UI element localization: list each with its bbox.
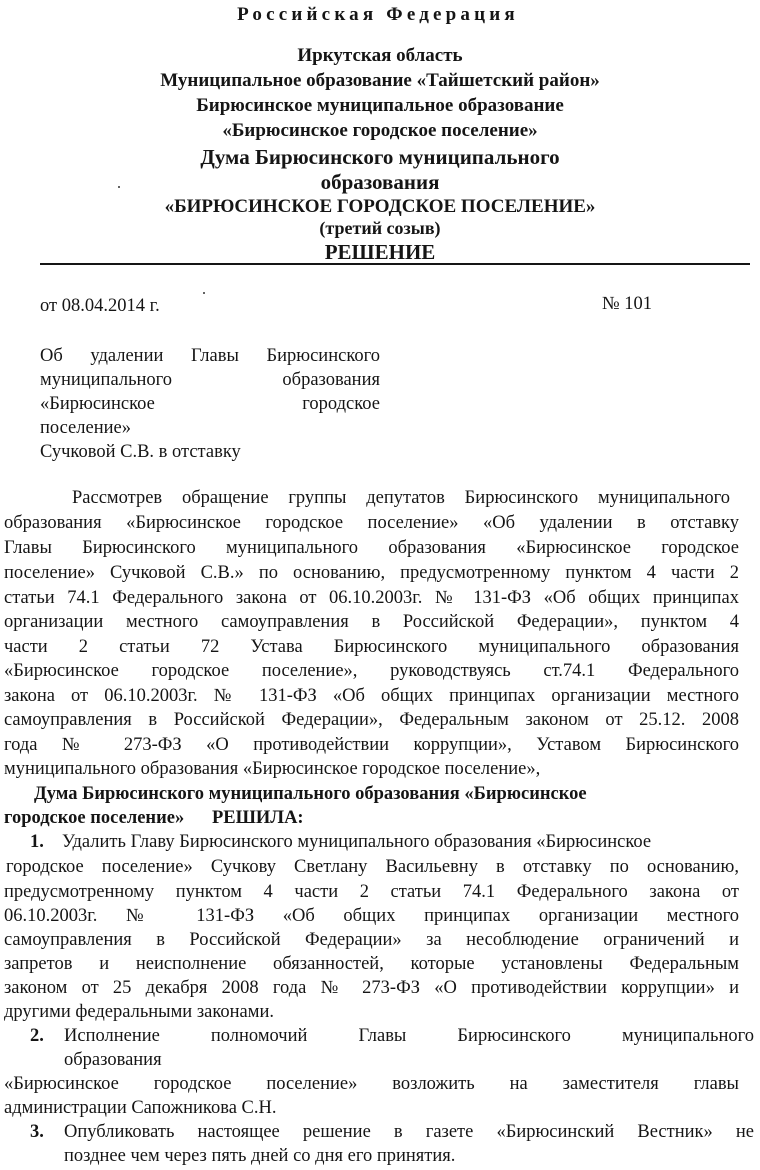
duma-heading-line3: «БИРЮСИНСКОЕ ГОРОДСКОЕ ПОСЕЛЕНИЕ»	[164, 196, 596, 217]
decision-date: от 08.04.2014 г.	[40, 296, 160, 316]
item-line: предусмотренному пунктом 4 части 2 статьи 74.1 Федерального закона от	[4, 882, 739, 902]
subject-line: Об удалении Главы Бирюсинского	[40, 346, 380, 366]
preamble-line: года № 273-ФЗ «О противодействии коррупции», Уставом Бирюсинского	[4, 735, 739, 755]
item-line: Опубликовать настоящее решение в газете «Бирюсинский Вестник» не	[64, 1122, 754, 1142]
subject-line: Сучковой С.В. в отставку	[40, 442, 241, 462]
item-number: 3.	[30, 1122, 44, 1142]
duma-heading-line1: Дума Бирюсинского муниципального	[200, 145, 560, 169]
preamble-line: поселение» Сучковой С.В.» по основанию, предусмотренному пунктом 4 части 2	[4, 563, 739, 583]
item-line: Исполнение полномочий Главы Бирюсинского муниципального	[64, 1026, 754, 1046]
preamble-line: «Бирюсинское городское поселение», руководствуясь ст.74.1 Федерального	[4, 661, 739, 681]
speck	[118, 186, 120, 188]
item-line: «Бирюсинское городское поселение» возложить на заместителя главы	[4, 1074, 739, 1094]
subject-line: муниципального образования	[40, 370, 380, 390]
item-line: администрации Сапожникова С.Н.	[4, 1098, 277, 1118]
resolved-heading-line2: городское поселение» РЕШИЛА:	[4, 808, 304, 828]
subject-line: «Бирюсинское городское	[40, 394, 380, 414]
preamble-line: Главы Бирюсинского муниципального образования «Бирюсинское городское	[4, 538, 739, 558]
preamble-line: самоуправления в Российской Федерации», Федеральным законом от 25.12. 2008	[4, 710, 739, 730]
header-divider	[40, 263, 750, 265]
convocation-label: (третий созыв)	[319, 218, 441, 238]
item-number: 1.	[30, 832, 44, 852]
item-line: позднее чем через пять дней со дня его принятия.	[64, 1146, 456, 1166]
preamble-line: части 2 статьи 72 Устава Бирюсинского муниципального образования	[4, 637, 739, 657]
preamble-line: статьи 74.1 Федерального закона от 06.10.2003г. № 131-ФЗ «Об общих принципах	[4, 588, 739, 608]
duma-heading-line2: образования	[320, 170, 440, 194]
item-number: 2.	[30, 1026, 44, 1046]
preamble-line: Рассмотрев обращение группы депутатов Бирюсинского муниципального	[72, 488, 730, 508]
settlement-heading: «Бирюсинское городское поселение»	[222, 120, 538, 141]
preamble-line: образования «Бирюсинское городское поселение» «Об удалении в отставку	[4, 513, 739, 533]
item-line: образования	[64, 1050, 162, 1070]
item-line: другими федеральными законами.	[4, 1002, 274, 1022]
document-type-title: РЕШЕНИЕ	[324, 240, 436, 264]
municipality-heading: Муниципальное образование «Тайшетский район»	[160, 70, 600, 91]
mo-heading: Бирюсинское муниципальное образование	[196, 95, 564, 116]
region-heading: Иркутская область	[297, 45, 463, 66]
item-line: 06.10.2003г. № 131-ФЗ «Об общих принципах организации местного	[4, 906, 739, 926]
country-heading: Российская Федерация	[237, 4, 519, 25]
item-line: самоуправления в Российской Федерации» за несоблюдение ограничений и	[4, 930, 739, 950]
decision-number: № 101	[602, 294, 653, 314]
preamble-line: закона от 06.10.2003г. № 131-ФЗ «Об общих принципах организации местного	[4, 686, 739, 706]
item-line: Удалить Главу Бирюсинского муниципального образования «Бирюсинское	[62, 832, 652, 852]
item-line: законом от 25 декабря 2008 года № 273-ФЗ «О противодействии коррупции» и	[4, 978, 739, 998]
preamble-line: организации местного самоуправления в Российской Федерации», пунктом 4	[4, 612, 739, 632]
subject-line: поселение»	[40, 418, 131, 438]
speck	[203, 292, 205, 294]
item-line: городское поселение» Сучкову Светлану Васильевну в отставку по основанию,	[6, 857, 739, 877]
resolved-heading-line1: Дума Бирюсинского муниципального образования «Бирюсинское	[34, 784, 587, 804]
item-line: запретов и неисполнение обязанностей, которые установлены Федеральным	[4, 954, 739, 974]
preamble-line: муниципального образования «Бирюсинское городское поселение»,	[4, 759, 541, 779]
